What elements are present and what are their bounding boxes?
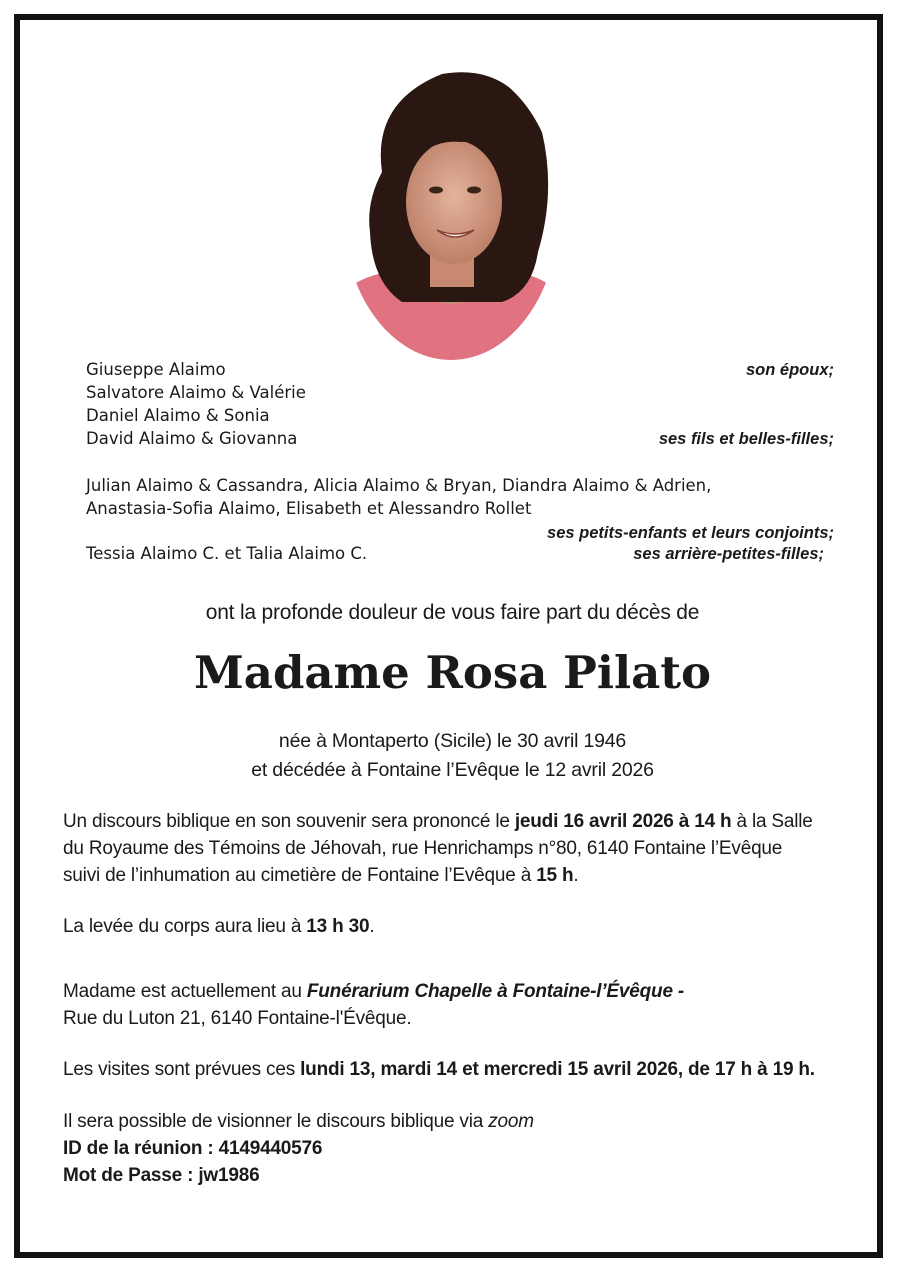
intro-text: ont la profonde douleur de vous faire part du décès de — [205, 601, 700, 624]
visits-paragraph: Les visites sont prévues ces lundi 13, mardi 14 et mercredi 15 avril 2026, de 17 h à 19 h. — [63, 1059, 815, 1080]
funerarium-address: Rue du Luton 21, 6140 Fontaine-l'Évêque. — [63, 1008, 412, 1029]
family-names: Julian Alaimo & Cassandra, Alicia Alaimo & Bryan, Diandra Alaimo & Adrien, — [86, 476, 712, 495]
meeting-password: Mot de Passe : jw1986 — [63, 1165, 260, 1186]
ceremony-line-3: suivi de l’inhumation au cimetière de Fontaine l’Evêque à 15 h. — [63, 865, 579, 886]
levee-paragraph: La levée du corps aura lieu à 13 h 30. — [63, 916, 375, 937]
ceremony-datetime: jeudi 16 avril 2026 à 14 h — [514, 811, 732, 832]
levee-time: 13 h 30 — [306, 916, 370, 937]
visits-schedule: lundi 13, mardi 14 et mercredi 15 avril 2026, de 17 h à 19 h. — [300, 1059, 815, 1080]
deceased-name: Madame Rosa Pilato — [193, 646, 712, 699]
family-names: Anastasia-Sofia Alaimo, Elisabeth et Alessandro Rollet — [86, 499, 532, 518]
zoom-paragraph: Il sera possible de visionner le discours biblique via zoom ID de la réunion : 4149440576 Mot de Passe : jw1986 — [63, 1111, 534, 1186]
death-line: et décédée à Fontaine l’Evêque le 12 avril 2026 — [251, 759, 654, 781]
ceremony-line-1: Un discours biblique en son souvenir sera prononcé le jeudi 16 avril 2026 à 14 h à la Salle — [63, 811, 813, 832]
family-relation: ses petits-enfants et leurs conjoints; — [547, 524, 834, 542]
funerarium-name: Funérarium Chapelle à Fontaine-l’Évêque - — [306, 981, 685, 1002]
zoom-word: zoom — [488, 1111, 534, 1132]
family-relation: ses arrière-petites-filles; — [633, 545, 824, 563]
ceremony-paragraph — [63, 808, 863, 889]
family-names: Salvatore Alaimo & Valérie — [86, 383, 306, 402]
meeting-id: ID de la réunion : 4149440576 — [63, 1138, 323, 1159]
birth-line: née à Montaperto (Sicile) le 30 avril 1946 — [278, 730, 627, 752]
ceremony-line-2: du Royaume des Témoins de Jéhovah, rue Henrichamps n°80, 6140 Fontaine l’Evêque — [63, 838, 783, 859]
burial-time: 15 h — [536, 865, 574, 886]
family-names: Tessia Alaimo C. et Talia Alaimo C. — [86, 544, 368, 563]
family-relation: ses fils et belles-filles; — [658, 430, 834, 448]
family-names: David Alaimo & Giovanna — [86, 429, 298, 448]
family-names: Daniel Alaimo & Sonia — [86, 406, 270, 425]
family-relation: son époux; — [745, 361, 834, 379]
funerarium-paragraph: Madame est actuellement au Funérarium Chapelle à Fontaine-l’Évêque - Rue du Luton 21, 6140 Fontaine-l'Évêque. — [63, 978, 863, 1032]
portrait-photo — [342, 62, 560, 362]
family-names: Giuseppe Alaimo — [86, 360, 226, 379]
